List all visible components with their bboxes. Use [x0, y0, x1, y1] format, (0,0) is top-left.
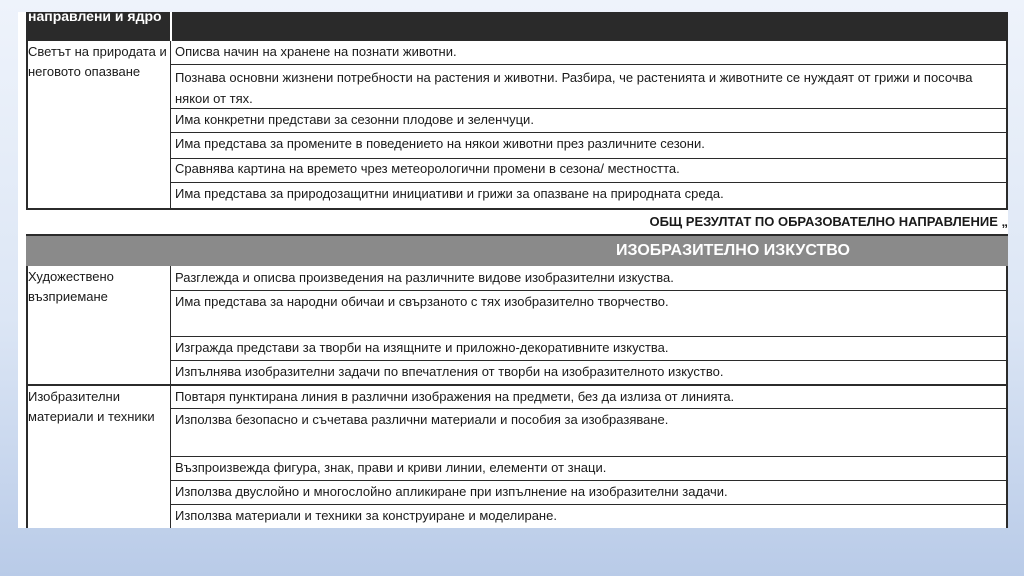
table-row: Използва материали и техники за конструиране и моделиране. [175, 508, 557, 523]
row-line [171, 360, 1007, 361]
table-row: Изгражда представи за творби на изящните и приложно-декоративните изкуства. [175, 340, 669, 355]
table-row: Има представа за природозащитни инициативи и грижи за опазване на природната среда. [175, 186, 724, 201]
table-row: Сравнява картина на времето чрез метеорологични промени в сезона/ местността. [175, 161, 680, 176]
document-sheet [18, 12, 1008, 528]
row-line [171, 132, 1007, 133]
summary-row: ОБЩ РЕЗУЛТАТ ПО ОБРАЗОВАТЕЛНО НАПРАВЛЕНИЕ „ [649, 214, 1008, 229]
row-line [171, 182, 1007, 183]
header-label: направлени и ядро [28, 12, 162, 24]
row-line [26, 384, 1008, 386]
row-line [171, 290, 1007, 291]
table-row: Разглежда и описва произведения на различните видове изобразителни изкуства. [175, 270, 674, 285]
table-row: Възпроизвежда фигура, знак, прави и криви линии, елементи от знаци. [175, 460, 607, 475]
row-line [171, 108, 1007, 109]
header-separator [170, 12, 172, 41]
section-title [26, 236, 1008, 266]
table-row: Познава основни жизнени потребности на растения и животни. Разбира, че растенията и животните се нуждаят от грижи и посочва някои от тях. [175, 70, 973, 106]
row-line [171, 456, 1007, 457]
row-line [171, 480, 1007, 481]
table-row: Има представа за народни обичаи и свързаното с тях изобразително творчество. [175, 294, 669, 309]
category-materials: Изобразителни материали и техники [28, 389, 155, 424]
table-row: Има представа за промените в поведението на някои животни през различните сезони. [175, 136, 705, 151]
row-line [171, 504, 1007, 505]
table-row: Изпълнява изобразителни задачи по впечатления от творби на изобразителното изкуство. [175, 364, 724, 379]
table-row: Описва начин на хранене на познати животни. [175, 44, 457, 59]
table-header [26, 12, 1008, 41]
table-row: Има конкретни представи за сезонни плодове и зеленчуци. [175, 112, 534, 127]
section-title-text: ИЗОБРАЗИТЕЛНО ИЗКУСТВО [616, 242, 850, 259]
category-nature: Светът на природата и неговото опазване [28, 44, 167, 79]
table-row: Повтаря пунктирана линия в различни изображения на предмети, без да излиза от линията. [175, 389, 735, 404]
row-line [171, 408, 1007, 409]
category-perception: Художествено възприемане [28, 269, 114, 304]
row-line [171, 336, 1007, 337]
table-row: Използва безопасно и съчетава различни материали и пособия за изобразяване. [175, 412, 669, 427]
table-row: Използва двуслойно и многослойно апликиране при изпълнение на изобразителни задачи. [175, 484, 728, 499]
